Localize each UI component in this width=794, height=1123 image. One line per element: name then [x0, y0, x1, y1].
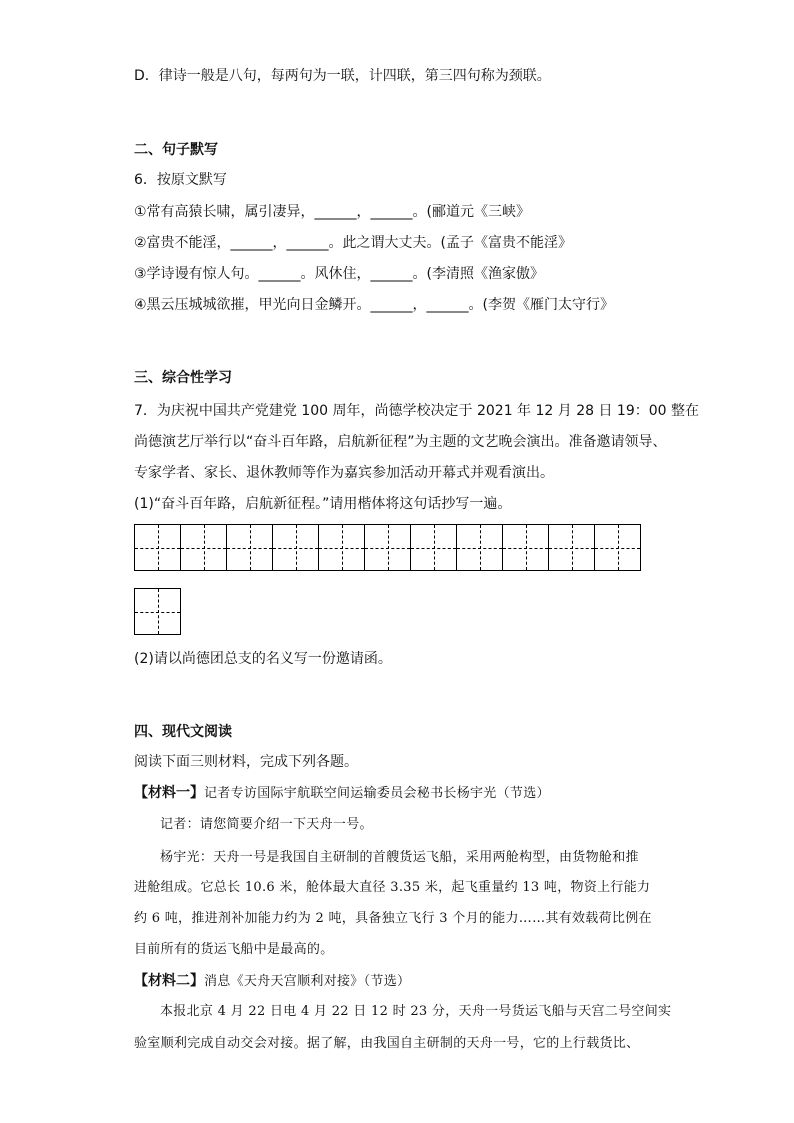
q6-title: 6．按原文默写 — [134, 172, 227, 188]
section4-intro: 阅读下面三则材料，完成下列各题。 — [134, 754, 358, 770]
section2-title: 二、句子默写 — [134, 142, 218, 158]
material-2-header — [134, 971, 410, 992]
material-1-title: 记者专访国际宇航联空间运输委员会秘书长杨宇光（节选） — [204, 786, 550, 801]
writing-cell[interactable] — [319, 525, 365, 571]
recite-item-2: ②富贵不能淫，______，______。此之谓大丈夫。(孟子《富贵不能淫》 — [134, 235, 573, 251]
q7-sub2: (2)请以尚德团总支的名义写一份邀请函。 — [134, 651, 392, 667]
writing-cell[interactable] — [411, 525, 457, 571]
writing-cell[interactable] — [273, 525, 319, 571]
option-d: D．律诗一般是八句，每两句为一联，计四联，第三四句称为颈联。 — [134, 68, 551, 84]
q7-line-1: 7．为庆祝中国共产党建党 100 周年，尚德学校决定于 2021 年 12 月 28 日 19：00 整在 — [134, 403, 700, 419]
writing-cell[interactable] — [549, 525, 595, 571]
writing-cell[interactable] — [595, 525, 641, 571]
material-1-question: 记者：请您简要介绍一下天舟一号。 — [160, 817, 373, 832]
recite-item-1: ①常有高猿长啸，属引凄异，______，______。(郦道元《三峡》 — [134, 204, 531, 220]
writing-cell[interactable] — [181, 525, 227, 571]
writing-cell[interactable] — [503, 525, 549, 571]
material-1-label: 【材料一】 — [134, 785, 204, 801]
recite-item-4: ④黑云压城城欲摧，甲光向日金鳞开。______，______。(李贺《雁门太守行》 — [134, 297, 615, 313]
writing-cell[interactable] — [457, 525, 503, 571]
q7-line-3: 专家学者、家长、退休教师等作为嘉宾参加活动开幕式并观看演出。 — [134, 465, 554, 481]
q7-line-2: 尚德演艺厅举行以“奋斗百年路，启航新征程”为主题的文艺晚会演出。准备邀请领导、 — [134, 434, 667, 450]
material-2-para-line: 验室顺利完成自动交会对接。据了解，由我国自主研制的天舟一号，它的上行载货比、 — [134, 1036, 640, 1051]
material-2-title: 消息《天舟天宫顺利对接》（节选） — [204, 974, 411, 989]
recite-item-3: ③学诗谩有惊人句。______。风休住，______。(李清照《渔家傲》 — [134, 266, 545, 282]
material-2-label: 【材料二】 — [134, 973, 204, 989]
material-1-para-line: 进舱组成。它总长 10.6 米，舱体最大直径 3.35 米，起飞重量约 13 吨，物资上行能力 — [134, 880, 651, 895]
writing-cell[interactable] — [135, 525, 181, 571]
writing-cell[interactable] — [365, 525, 411, 571]
writing-grid-row2[interactable] — [134, 588, 181, 635]
writing-grid-row1[interactable] — [134, 524, 641, 571]
section4-title: 四、现代文阅读 — [134, 724, 232, 740]
material-1-para-line: 杨宇光：天舟一号是我国自主研制的首艘货运飞船，采用两舱构型，由货物舱和推 — [160, 850, 639, 865]
material-2-para-line: 本报北京 4 月 22 日电 4 月 22 日 12 时 23 分，天舟一号货运飞船与天宫二号空间实 — [160, 1004, 672, 1019]
section3-title: 三、综合性学习 — [134, 370, 232, 386]
material-1-para-line: 目前所有的货运飞船中是最高的。 — [134, 942, 334, 957]
writing-cell[interactable] — [135, 589, 181, 635]
material-1-header — [134, 783, 550, 804]
material-1-para-line: 约 6 吨，推进剂补加能力约为 2 吨，具备独立飞行 3 个月的能力……其有效载荷比例在 — [134, 911, 652, 926]
writing-cell[interactable] — [227, 525, 273, 571]
q7-sub1: (1)“奋斗百年路，启航新征程。”请用楷体将这句话抄写一遍。 — [134, 496, 512, 512]
